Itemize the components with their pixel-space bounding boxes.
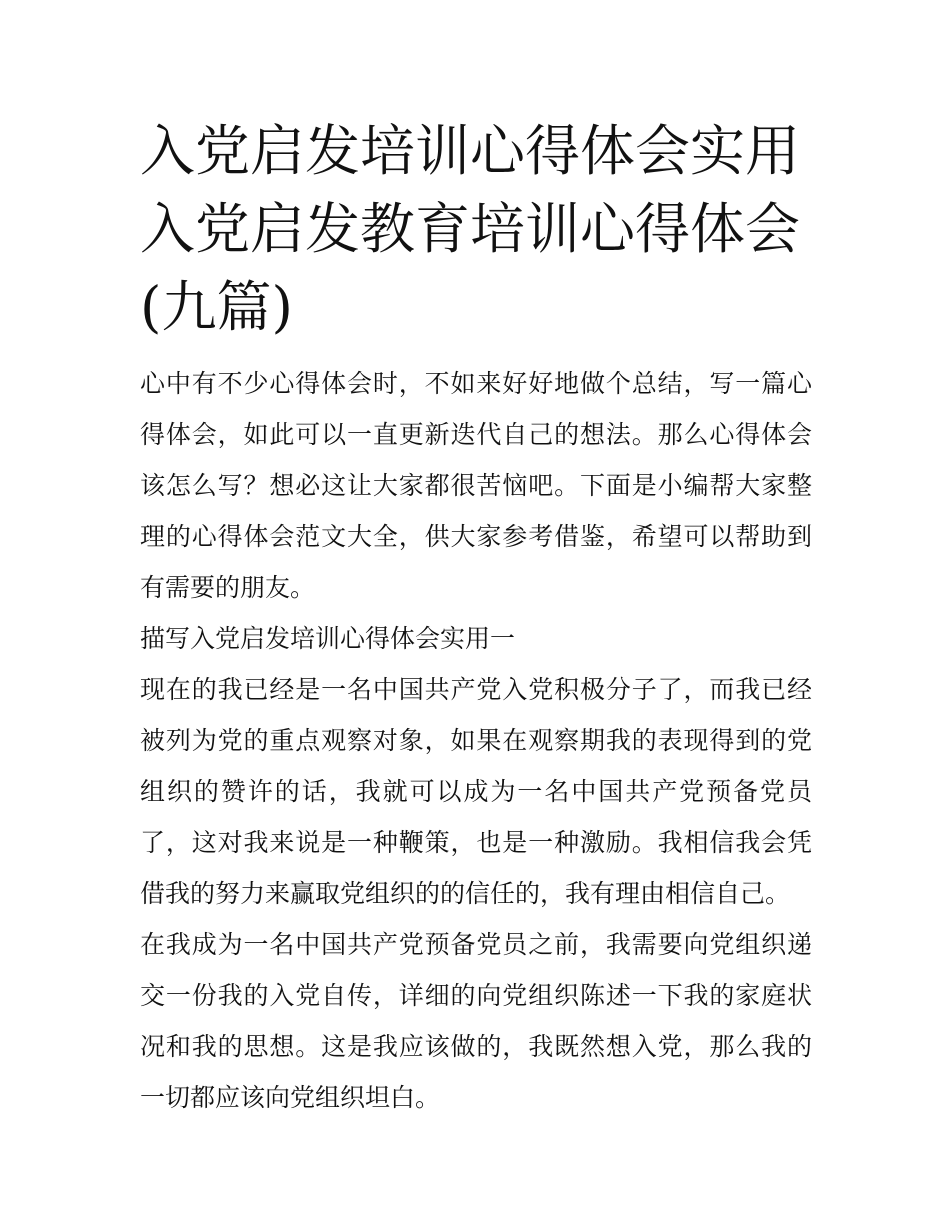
- body-paragraph: 现在的我已经是一名中国共产党入党积极分子了，而我已经被列为党的重点观察对象，如果在观察期我的表现得到的党组织的赞许的话，我就可以成为一名中国共产党预备党员了，这对我来说是一种鞭策，也是一种激励。我相信我会凭借我的努力来赢取党组织的的信任的，我有理由相信自己。: [140, 675, 812, 908]
- document-page: [140, 112, 812, 1123]
- intro-paragraph: 心中有不少心得体会时，不如来好好地做个总结，写一篇心得体会，如此可以一直更新迭代自己的想法。那么心得体会该怎么写？想必这让大家都很苦恼吧。下面是小编帮大家整理的心得体会范文大全，供大家参考借鉴，希望可以帮助到有需要的朋友。: [140, 369, 812, 602]
- body-paragraph: 在我成为一名中国共产党预备党员之前，我需要向党组织递交一份我的入党自传，详细的向党组织陈述一下我的家庭状况和我的思想。这是我应该做的，我既然想入党，那么我的一切都应该向党组织坦白。: [140, 930, 812, 1112]
- section-heading: 描写入党启发培训心得体会实用一: [140, 624, 516, 653]
- document-title: 入党启发培训心得体会实用 入党启发教育培训心得体会(九篇): [140, 119, 801, 339]
- document-body: [140, 358, 812, 1123]
